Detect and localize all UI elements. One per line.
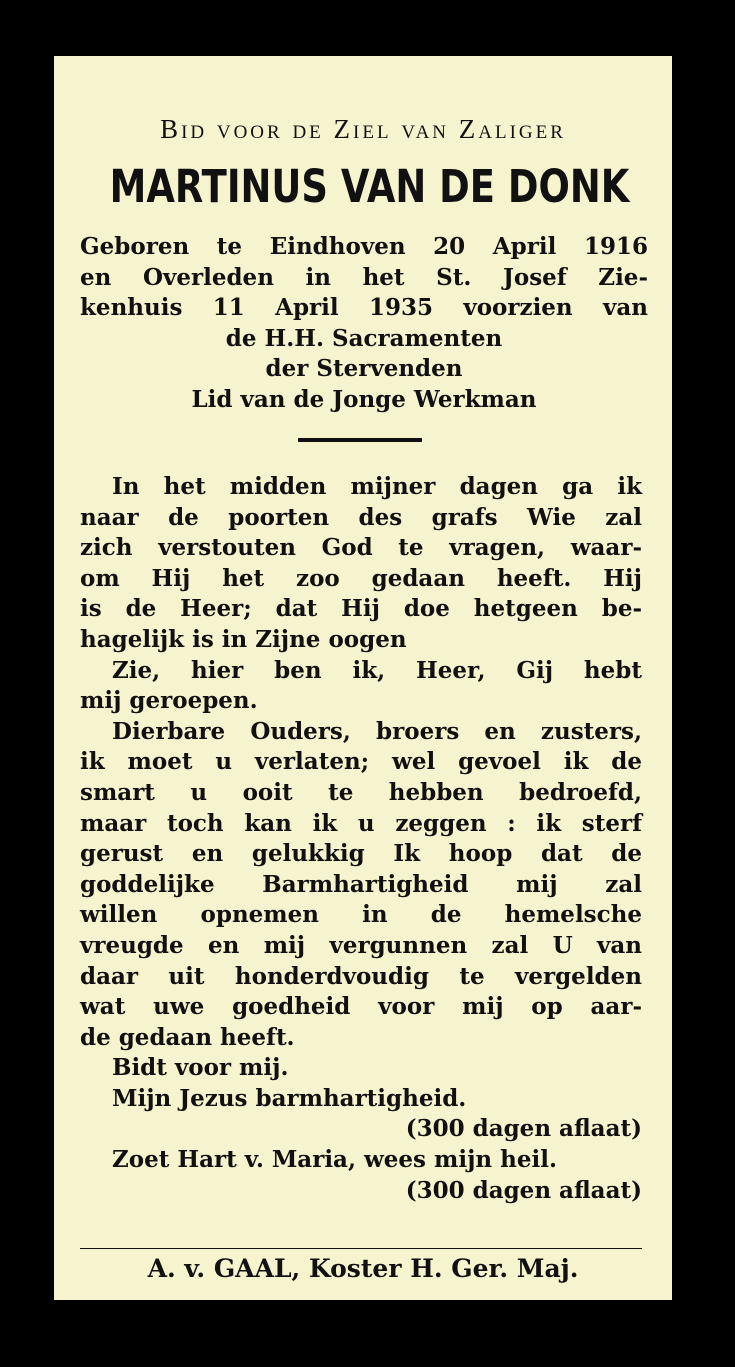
verse-line: naar de poorten des grafs Wie zal xyxy=(80,503,642,531)
verse-line: mij geroepen. xyxy=(80,687,258,715)
verse-line: de gedaan heeft. xyxy=(80,1023,295,1051)
verse-line: wat uwe goedheid voor mij op aar- xyxy=(80,993,642,1021)
verse-line: Bidt voor mij. xyxy=(112,1054,289,1082)
verse-line: Dierbare Ouders, broers en zusters, xyxy=(112,717,642,745)
verse-line: In het midden mijner dagen ga ik xyxy=(112,473,642,500)
prayer-card xyxy=(54,56,672,1300)
verse-text xyxy=(80,472,642,1206)
bio-line: en Overleden in het St. Josef Zie- xyxy=(80,263,648,291)
card-heading: Bid voor de Ziel van Zaliger xyxy=(160,114,566,144)
verse-line: smart u ooit te hebben bedroefd, xyxy=(80,778,642,806)
verse-line: is de Heer; dat Hij doe hetgeen be- xyxy=(80,595,642,623)
verse-line: Zoet Hart v. Maria, wees mijn heil. xyxy=(112,1146,557,1174)
verse-line: hagelijk is in Zijne oogen xyxy=(80,625,407,653)
biography xyxy=(80,232,648,415)
printer-credit: A. v. GAAL, Koster H. Ger. Maj. xyxy=(147,1254,579,1283)
verse-line: zich verstouten God te vragen, waar- xyxy=(80,534,642,562)
verse-line: Mijn Jezus barmhartigheid. xyxy=(112,1084,467,1112)
bio-line: Geboren te Eindhoven 20 April 1916 xyxy=(80,233,648,260)
bio-line: kenhuis 11 April 1935 voorzien van xyxy=(80,294,648,321)
deceased-name: MARTINUS VAN DE DONK xyxy=(109,160,630,213)
indulgence-line: (300 dagen aflaat) xyxy=(405,1115,642,1143)
verse-line: ik moet u verlaten; wel gevoel ik de xyxy=(80,748,642,776)
indulgence-line: (300 dagen aflaat) xyxy=(405,1176,642,1204)
verse-line: daar uit honderdvoudig te vergelden xyxy=(80,962,642,990)
verse-line: Zie, hier ben ik, Heer, Gij hebt xyxy=(112,656,642,684)
verse-line: gerust en gelukkig Ik hoop dat de xyxy=(80,840,642,868)
bio-line: Lid van de Jonge Werkman xyxy=(191,385,537,413)
verse-line: vreugde en mij vergunnen zal U van xyxy=(80,931,642,959)
verse-line: om Hij het zoo gedaan heeft. Hij xyxy=(80,564,642,592)
verse-line: willen opnemen in de hemelsche xyxy=(80,901,642,929)
bio-line: de H.H. Sacramenten xyxy=(225,324,503,352)
verse-line: maar toch kan ik u zeggen : ik sterf xyxy=(80,809,642,837)
verse-line: goddelijke Barmhartigheid mij zal xyxy=(80,870,642,898)
divider-short xyxy=(298,438,422,442)
bio-line: der Stervenden xyxy=(265,355,463,382)
divider-bottom xyxy=(80,1248,642,1249)
